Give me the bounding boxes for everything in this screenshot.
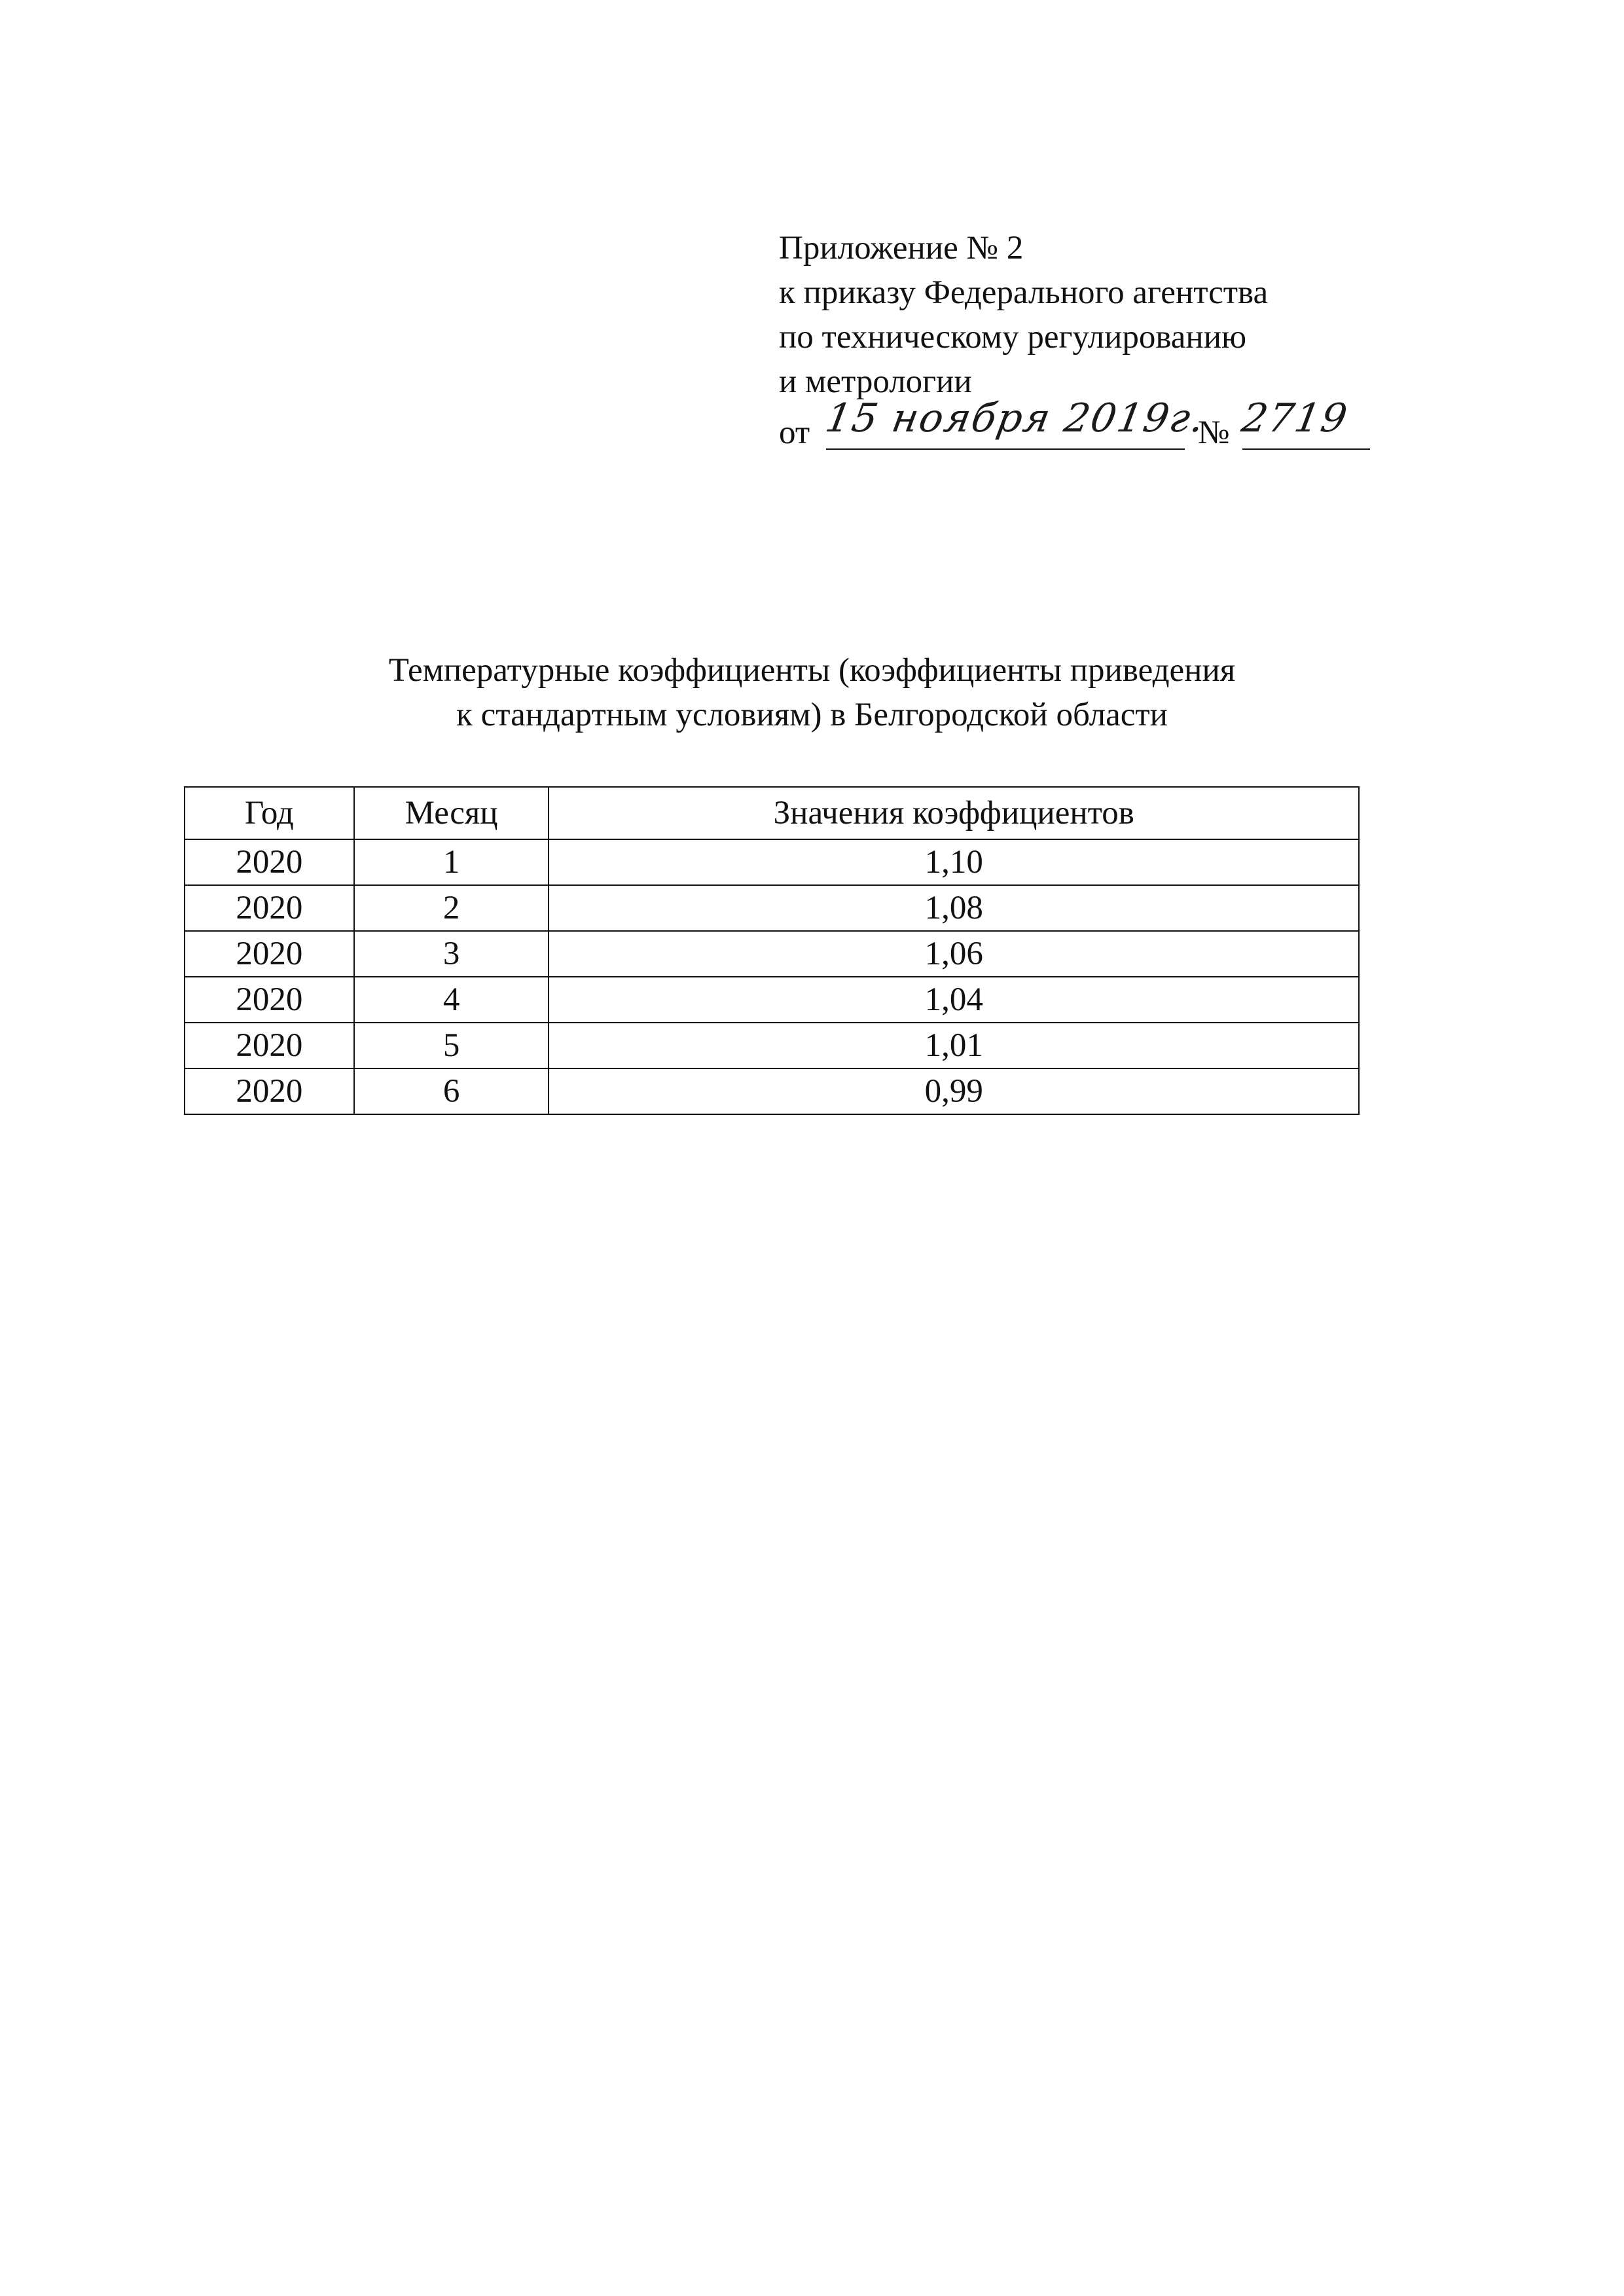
- cell-coefficient: 1,01: [549, 1023, 1359, 1068]
- handwritten-number: 2719: [1238, 395, 1352, 441]
- title-line-1: Температурные коэффициенты (коэффициенты приведения: [388, 652, 1236, 689]
- cell-month: 5: [354, 1023, 549, 1068]
- cell-year: 2020: [185, 885, 354, 931]
- table-row: [185, 1068, 1359, 1114]
- cell-month: 3: [354, 931, 549, 977]
- handwritten-date: 15 ноября 2019г.: [821, 395, 1209, 441]
- coefficients-table: [184, 786, 1360, 1115]
- appendix-agency-line: по техническому регулированию: [779, 319, 1247, 355]
- title-line-2: к стандартным условиям) в Белгородской области: [456, 697, 1168, 733]
- table-row: [185, 885, 1359, 931]
- table-row: [185, 931, 1359, 977]
- cell-coefficient: 1,08: [549, 885, 1359, 931]
- header-coefficient: Значения коэффициентов: [549, 787, 1359, 839]
- cell-year: 2020: [185, 1068, 354, 1114]
- appendix-header: [779, 226, 1434, 464]
- table-row: [185, 1023, 1359, 1068]
- cell-month: 4: [354, 977, 549, 1023]
- cell-year: 2020: [185, 931, 354, 977]
- cell-month: 2: [354, 885, 549, 931]
- cell-coefficient: 1,10: [549, 839, 1359, 885]
- order-date-line: [779, 395, 1434, 464]
- header-year: Год: [185, 787, 354, 839]
- appendix-title: Приложение № 2: [779, 230, 1024, 266]
- number-sign: №: [1198, 414, 1230, 451]
- cell-coefficient: 0,99: [549, 1068, 1359, 1114]
- cell-year: 2020: [185, 1023, 354, 1068]
- cell-year: 2020: [185, 839, 354, 885]
- table-header-row: [185, 787, 1359, 839]
- cell-year: 2020: [185, 977, 354, 1023]
- cell-month: 1: [354, 839, 549, 885]
- date-field: [821, 395, 1209, 450]
- cell-coefficient: 1,06: [549, 931, 1359, 977]
- header-month: Месяц: [354, 787, 549, 839]
- document-title: [0, 648, 1624, 737]
- cell-coefficient: 1,04: [549, 977, 1359, 1023]
- table-row: [185, 839, 1359, 885]
- date-prefix: от: [779, 414, 810, 451]
- table-row: [185, 977, 1359, 1023]
- appendix-metrology-line: и метрологии: [779, 363, 972, 400]
- appendix-order-line: к приказу Федерального агентства: [779, 274, 1269, 311]
- cell-month: 6: [354, 1068, 549, 1114]
- number-field: [1238, 395, 1370, 450]
